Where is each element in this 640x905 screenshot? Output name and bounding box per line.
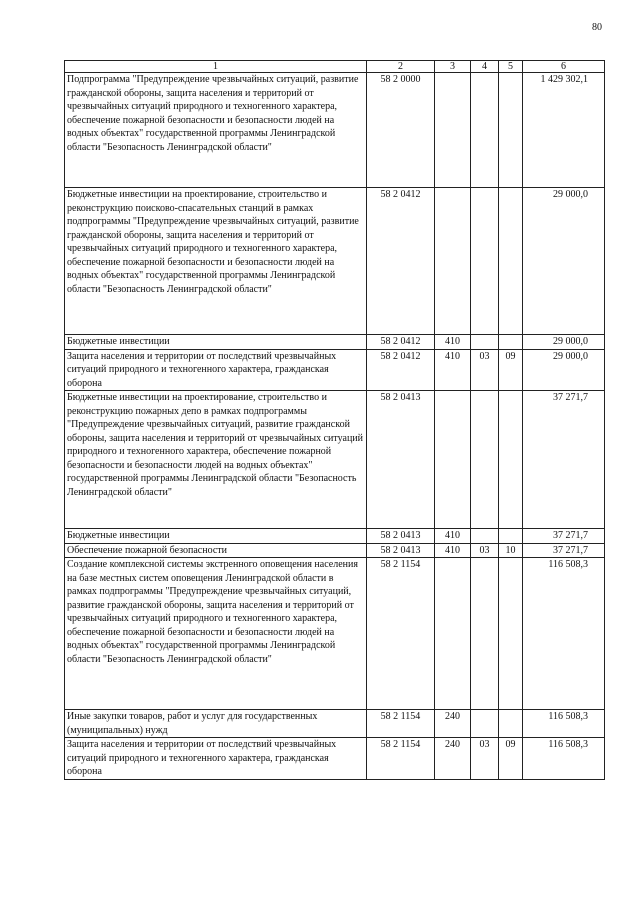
budget-table xyxy=(64,60,605,780)
row-vr xyxy=(435,188,471,335)
table-row xyxy=(65,188,605,335)
row-rz: 03 xyxy=(471,543,499,558)
row-csr: 58 2 0000 xyxy=(367,73,435,188)
row-name: Обеспечение пожарной безопасности xyxy=(65,543,367,558)
row-rz xyxy=(471,710,499,738)
column-header-vr: 3 xyxy=(435,61,471,73)
column-header-pr: 5 xyxy=(499,61,523,73)
row-rz xyxy=(471,335,499,350)
row-rz xyxy=(471,391,499,529)
row-pr: 09 xyxy=(499,349,523,391)
row-name: Бюджетные инвестиции на проектирование, строительство и реконструкцию поисково-спасательных станций в рамках подпрограммы "Предупреждение чрезвычайных ситуаций, развитие гражданской обороны, защита населения и территорий от чрезвычайных ситуаций природного и техногенного характера, обеспечение пожарной безопасности и безопасности людей на водных объектах" государственной программы Ленинградской области "Безопасность Ленинградской области" xyxy=(65,188,367,335)
column-header-sum: 6 xyxy=(523,61,605,73)
row-csr: 58 2 0412 xyxy=(367,188,435,335)
row-sum: 116 508,3 xyxy=(523,738,605,780)
row-rz: 03 xyxy=(471,738,499,780)
row-vr: 240 xyxy=(435,738,471,780)
row-csr: 58 2 0413 xyxy=(367,529,435,544)
row-rz xyxy=(471,188,499,335)
row-pr: 09 xyxy=(499,738,523,780)
row-vr xyxy=(435,391,471,529)
column-header-name: 1 xyxy=(65,61,367,73)
row-pr xyxy=(499,335,523,350)
row-vr: 410 xyxy=(435,349,471,391)
row-rz: 03 xyxy=(471,349,499,391)
row-pr xyxy=(499,73,523,188)
row-vr: 240 xyxy=(435,710,471,738)
row-name: Иные закупки товаров, работ и услуг для государственных (муниципальных) нужд xyxy=(65,710,367,738)
row-pr: 10 xyxy=(499,543,523,558)
row-csr: 58 2 1154 xyxy=(367,710,435,738)
row-rz xyxy=(471,73,499,188)
row-name: Защита населения и территории от последствий чрезвычайных ситуаций природного и техногенного характера, гражданская оборона xyxy=(65,738,367,780)
row-sum: 116 508,3 xyxy=(523,558,605,710)
table-row xyxy=(65,738,605,780)
row-sum: 37 271,7 xyxy=(523,391,605,529)
row-name: Бюджетные инвестиции xyxy=(65,529,367,544)
table-row xyxy=(65,335,605,350)
table-row xyxy=(65,558,605,710)
table-row xyxy=(65,73,605,188)
column-header-rz: 4 xyxy=(471,61,499,73)
row-csr: 58 2 0413 xyxy=(367,543,435,558)
table-header-row xyxy=(65,61,605,73)
row-csr: 58 2 1154 xyxy=(367,738,435,780)
row-csr: 58 2 0412 xyxy=(367,349,435,391)
row-sum: 1 429 302,1 xyxy=(523,73,605,188)
row-sum: 29 000,0 xyxy=(523,335,605,350)
row-vr: 410 xyxy=(435,543,471,558)
row-vr: 410 xyxy=(435,335,471,350)
row-csr: 58 2 0413 xyxy=(367,391,435,529)
table-row xyxy=(65,529,605,544)
page-number: 80 xyxy=(592,22,602,33)
row-csr: 58 2 1154 xyxy=(367,558,435,710)
row-pr xyxy=(499,391,523,529)
row-sum: 37 271,7 xyxy=(523,529,605,544)
row-name: Создание комплексной системы экстренного оповещения населения на базе местных систем оповещения Ленинградской области в рамках подпрограммы "Предупреждение чрезвычайных ситуаций, развитие гражданской обороны, защита населения и территорий от чрезвычайных ситуаций природного и техногенного характера, обеспечение пожарной безопасности и безопасности людей на водных объектах" государственной программы Ленинградской области "Безопасность Ленинградской области" xyxy=(65,558,367,710)
row-sum: 37 271,7 xyxy=(523,543,605,558)
row-rz xyxy=(471,529,499,544)
row-pr xyxy=(499,710,523,738)
row-csr: 58 2 0412 xyxy=(367,335,435,350)
row-rz xyxy=(471,558,499,710)
table-row xyxy=(65,349,605,391)
row-pr xyxy=(499,529,523,544)
row-pr xyxy=(499,558,523,710)
row-name: Подпрограмма "Предупреждение чрезвычайных ситуаций, развитие гражданской обороны, защита населения и территорий от чрезвычайных ситуаций природного и техногенного характера, обеспечение пожарной безопасности и безопасности людей на водных объектах" государственной программы Ленинградской области "Безопасность Ленинградской области" xyxy=(65,73,367,188)
row-vr: 410 xyxy=(435,529,471,544)
column-header-csr: 2 xyxy=(367,61,435,73)
row-name: Бюджетные инвестиции на проектирование, строительство и реконструкцию пожарных депо в рамках подпрограммы "Предупреждение чрезвычайных ситуаций, развитие гражданской обороны, защита населения и территорий от чрезвычайных ситуаций природного и техногенного характера, обеспечение пожарной безопасности и безопасности людей на водных объектах" государственной программы Ленинградской области "Безопасность Ленинградской области" xyxy=(65,391,367,529)
table-row xyxy=(65,391,605,529)
row-pr xyxy=(499,188,523,335)
row-sum: 29 000,0 xyxy=(523,349,605,391)
table-row xyxy=(65,543,605,558)
row-name: Защита населения и территории от последствий чрезвычайных ситуаций природного и техногенного характера, гражданская оборона xyxy=(65,349,367,391)
row-vr xyxy=(435,558,471,710)
row-name: Бюджетные инвестиции xyxy=(65,335,367,350)
row-sum: 116 508,3 xyxy=(523,710,605,738)
table-row xyxy=(65,710,605,738)
row-sum: 29 000,0 xyxy=(523,188,605,335)
row-vr xyxy=(435,73,471,188)
